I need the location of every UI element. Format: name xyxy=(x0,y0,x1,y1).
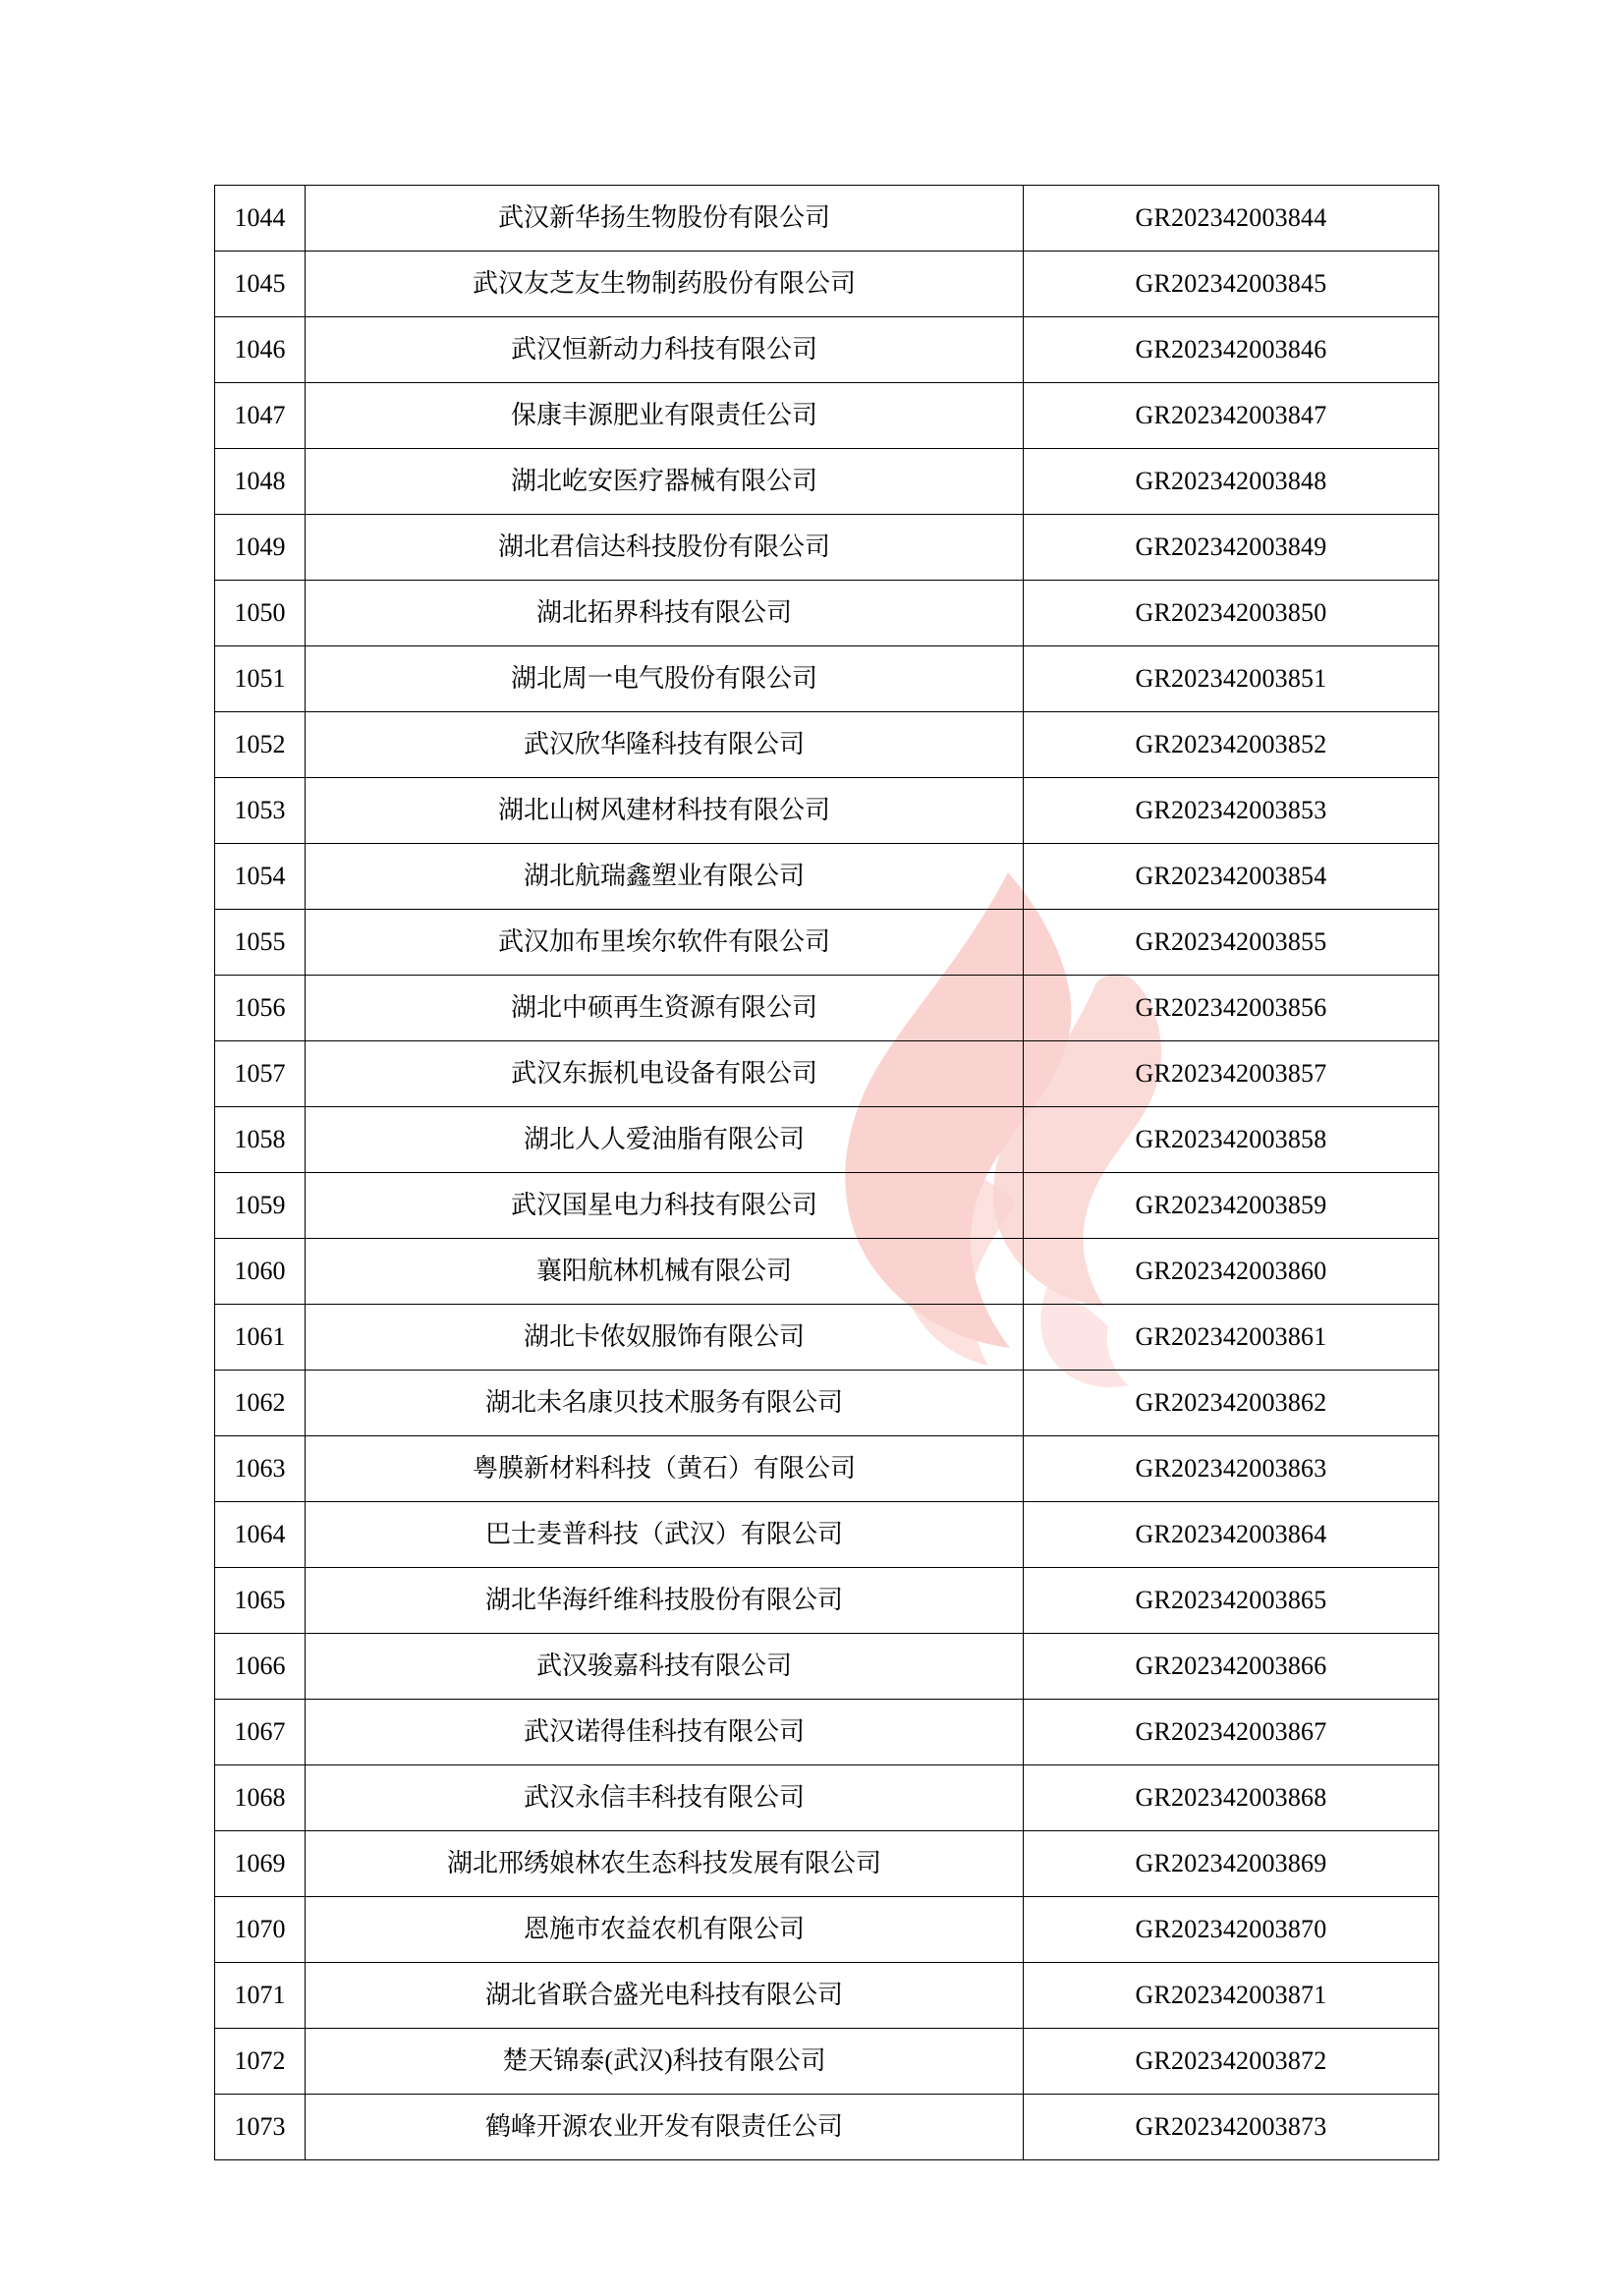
row-certificate-code: GR202342003847 xyxy=(1024,383,1439,449)
row-certificate-code: GR202342003859 xyxy=(1024,1173,1439,1239)
row-index: 1050 xyxy=(215,581,306,646)
row-certificate-code: GR202342003862 xyxy=(1024,1371,1439,1436)
row-company-name: 武汉东振机电设备有限公司 xyxy=(306,1041,1024,1107)
table-row xyxy=(215,1239,1439,1305)
row-index: 1056 xyxy=(215,976,306,1041)
row-certificate-code: GR202342003849 xyxy=(1024,515,1439,581)
table-row xyxy=(215,778,1439,844)
row-company-name: 武汉诺得佳科技有限公司 xyxy=(306,1700,1024,1765)
table-row xyxy=(215,844,1439,910)
row-index: 1072 xyxy=(215,2029,306,2095)
row-company-name: 巴士麦普科技（武汉）有限公司 xyxy=(306,1502,1024,1568)
row-certificate-code: GR202342003858 xyxy=(1024,1107,1439,1173)
table-row xyxy=(215,1831,1439,1897)
table-row xyxy=(215,383,1439,449)
company-listing-table xyxy=(214,185,1439,2160)
row-index: 1049 xyxy=(215,515,306,581)
table-row xyxy=(215,2095,1439,2160)
row-index: 1048 xyxy=(215,449,306,515)
row-certificate-code: GR202342003855 xyxy=(1024,910,1439,976)
row-certificate-code: GR202342003856 xyxy=(1024,976,1439,1041)
row-company-name: 湖北君信达科技股份有限公司 xyxy=(306,515,1024,581)
table-row xyxy=(215,1634,1439,1700)
row-index: 1069 xyxy=(215,1831,306,1897)
row-index: 1067 xyxy=(215,1700,306,1765)
row-company-name: 武汉欣华隆科技有限公司 xyxy=(306,712,1024,778)
row-company-name: 湖北邢绣娘林农生态科技发展有限公司 xyxy=(306,1831,1024,1897)
row-certificate-code: GR202342003844 xyxy=(1024,186,1439,252)
row-company-name: 襄阳航林机械有限公司 xyxy=(306,1239,1024,1305)
row-index: 1061 xyxy=(215,1305,306,1371)
table-row xyxy=(215,1502,1439,1568)
row-index: 1068 xyxy=(215,1765,306,1831)
row-company-name: 鹤峰开源农业开发有限责任公司 xyxy=(306,2095,1024,2160)
table-row xyxy=(215,1897,1439,1963)
row-certificate-code: GR202342003845 xyxy=(1024,252,1439,317)
row-company-name: 湖北华海纤维科技股份有限公司 xyxy=(306,1568,1024,1634)
row-certificate-code: GR202342003869 xyxy=(1024,1831,1439,1897)
row-certificate-code: GR202342003853 xyxy=(1024,778,1439,844)
row-index: 1052 xyxy=(215,712,306,778)
row-certificate-code: GR202342003857 xyxy=(1024,1041,1439,1107)
row-company-name: 楚天锦泰(武汉)科技有限公司 xyxy=(306,2029,1024,2095)
row-index: 1073 xyxy=(215,2095,306,2160)
table-row xyxy=(215,712,1439,778)
row-index: 1060 xyxy=(215,1239,306,1305)
row-company-name: 武汉恒新动力科技有限公司 xyxy=(306,317,1024,383)
table-row xyxy=(215,581,1439,646)
table-row xyxy=(215,1436,1439,1502)
table-row xyxy=(215,976,1439,1041)
row-index: 1064 xyxy=(215,1502,306,1568)
row-company-name: 湖北周一电气股份有限公司 xyxy=(306,646,1024,712)
table-row xyxy=(215,1371,1439,1436)
table-row xyxy=(215,1765,1439,1831)
table-row xyxy=(215,910,1439,976)
row-company-name: 武汉永信丰科技有限公司 xyxy=(306,1765,1024,1831)
row-certificate-code: GR202342003861 xyxy=(1024,1305,1439,1371)
row-index: 1063 xyxy=(215,1436,306,1502)
table-row xyxy=(215,1107,1439,1173)
row-index: 1053 xyxy=(215,778,306,844)
table-row xyxy=(215,1041,1439,1107)
row-index: 1058 xyxy=(215,1107,306,1173)
row-index: 1051 xyxy=(215,646,306,712)
row-index: 1057 xyxy=(215,1041,306,1107)
row-company-name: 武汉骏嘉科技有限公司 xyxy=(306,1634,1024,1700)
row-certificate-code: GR202342003866 xyxy=(1024,1634,1439,1700)
row-certificate-code: GR202342003851 xyxy=(1024,646,1439,712)
row-index: 1055 xyxy=(215,910,306,976)
row-certificate-code: GR202342003864 xyxy=(1024,1502,1439,1568)
table-row xyxy=(215,449,1439,515)
row-company-name: 湖北拓界科技有限公司 xyxy=(306,581,1024,646)
row-company-name: 武汉国星电力科技有限公司 xyxy=(306,1173,1024,1239)
row-certificate-code: GR202342003865 xyxy=(1024,1568,1439,1634)
row-company-name: 保康丰源肥业有限责任公司 xyxy=(306,383,1024,449)
row-company-name: 粤膜新材料科技（黄石）有限公司 xyxy=(306,1436,1024,1502)
row-company-name: 恩施市农益农机有限公司 xyxy=(306,1897,1024,1963)
row-certificate-code: GR202342003872 xyxy=(1024,2029,1439,2095)
table-body xyxy=(215,186,1439,2160)
row-certificate-code: GR202342003870 xyxy=(1024,1897,1439,1963)
table-row xyxy=(215,2029,1439,2095)
row-certificate-code: GR202342003850 xyxy=(1024,581,1439,646)
table-row xyxy=(215,1963,1439,2029)
row-company-name: 武汉新华扬生物股份有限公司 xyxy=(306,186,1024,252)
row-index: 1066 xyxy=(215,1634,306,1700)
row-certificate-code: GR202342003871 xyxy=(1024,1963,1439,2029)
row-certificate-code: GR202342003873 xyxy=(1024,2095,1439,2160)
row-company-name: 湖北未名康贝技术服务有限公司 xyxy=(306,1371,1024,1436)
row-index: 1059 xyxy=(215,1173,306,1239)
row-company-name: 湖北人人爱油脂有限公司 xyxy=(306,1107,1024,1173)
table-row xyxy=(215,515,1439,581)
row-company-name: 湖北中硕再生资源有限公司 xyxy=(306,976,1024,1041)
row-certificate-code: GR202342003868 xyxy=(1024,1765,1439,1831)
row-index: 1071 xyxy=(215,1963,306,2029)
row-certificate-code: GR202342003852 xyxy=(1024,712,1439,778)
table-row xyxy=(215,252,1439,317)
table-row xyxy=(215,186,1439,252)
row-company-name: 湖北屹安医疗器械有限公司 xyxy=(306,449,1024,515)
row-company-name: 湖北山树风建材科技有限公司 xyxy=(306,778,1024,844)
row-company-name: 武汉加布里埃尔软件有限公司 xyxy=(306,910,1024,976)
row-certificate-code: GR202342003854 xyxy=(1024,844,1439,910)
row-certificate-code: GR202342003846 xyxy=(1024,317,1439,383)
row-company-name: 湖北卡侬奴服饰有限公司 xyxy=(306,1305,1024,1371)
row-index: 1065 xyxy=(215,1568,306,1634)
row-certificate-code: GR202342003863 xyxy=(1024,1436,1439,1502)
row-company-name: 湖北省联合盛光电科技有限公司 xyxy=(306,1963,1024,2029)
table-row xyxy=(215,317,1439,383)
row-index: 1062 xyxy=(215,1371,306,1436)
table-row xyxy=(215,1305,1439,1371)
table-row xyxy=(215,1700,1439,1765)
row-index: 1047 xyxy=(215,383,306,449)
row-index: 1046 xyxy=(215,317,306,383)
row-index: 1044 xyxy=(215,186,306,252)
table-row xyxy=(215,646,1439,712)
row-index: 1070 xyxy=(215,1897,306,1963)
row-index: 1045 xyxy=(215,252,306,317)
table-row xyxy=(215,1173,1439,1239)
row-certificate-code: GR202342003860 xyxy=(1024,1239,1439,1305)
row-company-name: 湖北航瑞鑫塑业有限公司 xyxy=(306,844,1024,910)
table-row xyxy=(215,1568,1439,1634)
row-index: 1054 xyxy=(215,844,306,910)
row-company-name: 武汉友芝友生物制药股份有限公司 xyxy=(306,252,1024,317)
row-certificate-code: GR202342003848 xyxy=(1024,449,1439,515)
row-certificate-code: GR202342003867 xyxy=(1024,1700,1439,1765)
